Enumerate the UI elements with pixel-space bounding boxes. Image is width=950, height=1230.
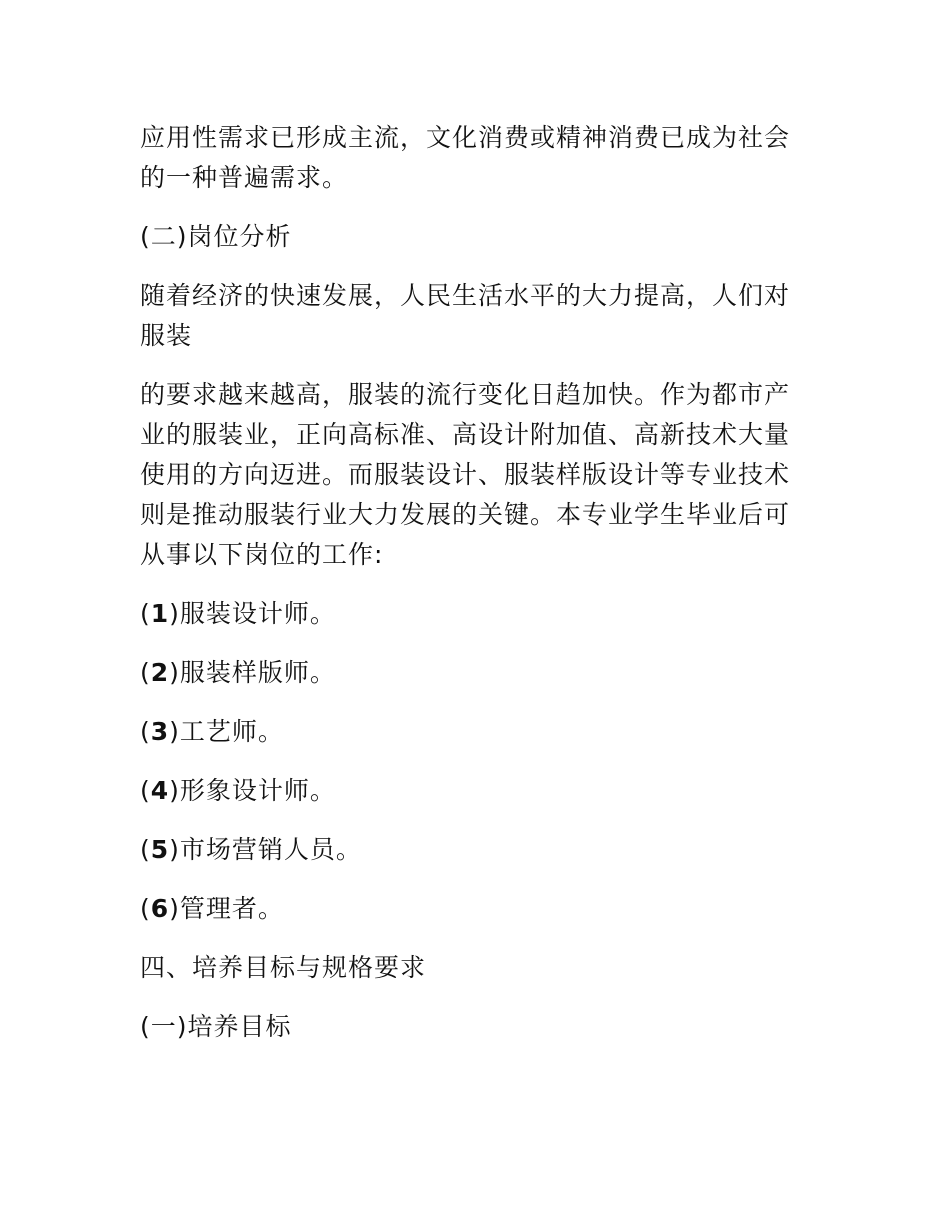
list-paren: ( — [140, 658, 151, 687]
list-item — [140, 889, 800, 929]
list-item — [140, 830, 800, 870]
list-item — [140, 712, 800, 752]
list-paren: ( — [140, 776, 151, 805]
list-item — [140, 771, 800, 811]
list-number: 3 — [150, 717, 170, 746]
paragraph-consumer-demand: 应用性需求已形成主流，文化消费或精神消费已成为社会的一种普遍需求。 — [140, 123, 791, 192]
list-item — [140, 594, 800, 634]
list-number: 1 — [150, 599, 170, 628]
document-body — [140, 118, 800, 1066]
list-number: 2 — [150, 658, 170, 687]
section-heading-training-goals: 四、培养目标与规格要求 — [140, 953, 427, 982]
list-text: )市场营销人员。 — [169, 835, 362, 864]
list-text: )服装样版师。 — [169, 658, 336, 687]
paragraph-industry-requirements: 的要求越来越高，服装的流行变化日趋加快。作为都市产业的服装业，正向高标准、高设计附加值、高新技术大量使用的方向迈进。而服装设计、服装样版设计等专业技术则是推动服装行业大力发展的关键。本专业学生毕业后可从事以下岗位的工作: — [140, 380, 791, 569]
list-text: )工艺师。 — [169, 717, 284, 746]
list-text: )管理者。 — [169, 894, 284, 923]
list-paren: ( — [140, 835, 151, 864]
subheading-training-goal: (一)培养目标 — [140, 1012, 292, 1041]
list-number: 5 — [150, 835, 170, 864]
heading-job-analysis: (二)岗位分析 — [140, 222, 292, 251]
paragraph-economic-development: 随着经济的快速发展，人民生活水平的大力提高，人们对服装 — [140, 281, 791, 350]
list-number: 4 — [150, 776, 170, 805]
list-text: )服装设计师。 — [169, 599, 336, 628]
list-paren: ( — [140, 894, 151, 923]
list-item — [140, 653, 800, 693]
list-text: )形象设计师。 — [169, 776, 336, 805]
list-number: 6 — [150, 894, 170, 923]
list-paren: ( — [140, 717, 151, 746]
list-paren: ( — [140, 599, 151, 628]
